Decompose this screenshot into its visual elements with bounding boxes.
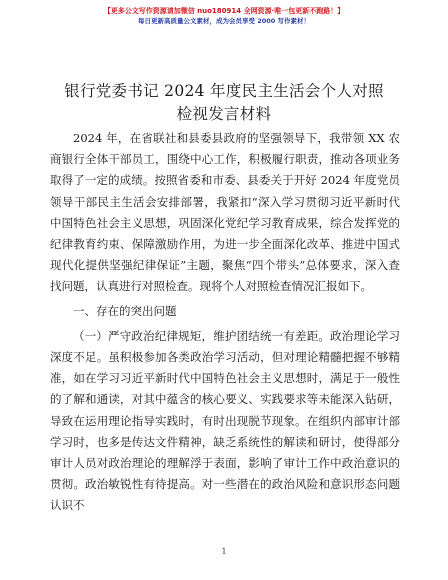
promo-line-1: 【更多公文写作资源请加微信 nuo180914 全网资源·唯一包更新不跑路！】: [103, 7, 345, 15]
section-heading: 一、存在的突出问题: [73, 303, 177, 318]
document-body: [50, 128, 400, 517]
subsection-heading: （一）严守政治纪律规矩，维护团结统一有差距。: [73, 328, 331, 343]
intro-paragraph: 2024 年，在省联社和县委县政府的坚强领导下，我带领 XX 农商银行全体干部员工，围绕中心工作，积极履行职责，推动各项业务取得了一定的成绩。按照省委和市委、县委关于开好 2024 年度党员领导干部民主生活会安排部署，我紧扣“深入学习贯彻习近平新时代中国特色社会主义思想，巩固深化党纪学习教育成果，综合发挥党的纪律教育约束、保障激励作用，为进一步全面深化改革、推进中国式现代化提供坚强纪律保证”主题，聚焦“四个带头”总体要求，深入查找问题，认真进行对照检查。现将个人对照检查情况汇报如下。: [50, 131, 400, 294]
subsection-body: 政治理论学习深度不足。虽积极参加各类政治学习活动，但对理论精髓把握不够精准，如在学习习近平新时代中国特色社会主义思想时，满足于一般性的了解和通读，对其中蕴含的核心要义、实践要求等未能深入钻研，导致在运用理论指导实践时，有时出现脱节现象。在组织内部审计部学习时，也多是传达文件精神，缺乏系统性的解读和研讨，使得部分审计人员对政治理论的理解浮于表面，影响了审计工作中政治意识的贯彻。政治敏锐性有待提高。对一些潜在的政治风险和意识形态问题认识不: [50, 328, 401, 513]
page-number: 1: [221, 547, 227, 556]
promo-header: [0, 6, 448, 26]
subsection-paragraph: [50, 326, 400, 517]
document-title: 银行党委书记 2024 年度民主生活会个人对照检视发言材料: [64, 82, 384, 123]
promo-line-2: 每日更新高质量公文素材，成为会员享受 2000 写作素材！: [137, 17, 311, 25]
